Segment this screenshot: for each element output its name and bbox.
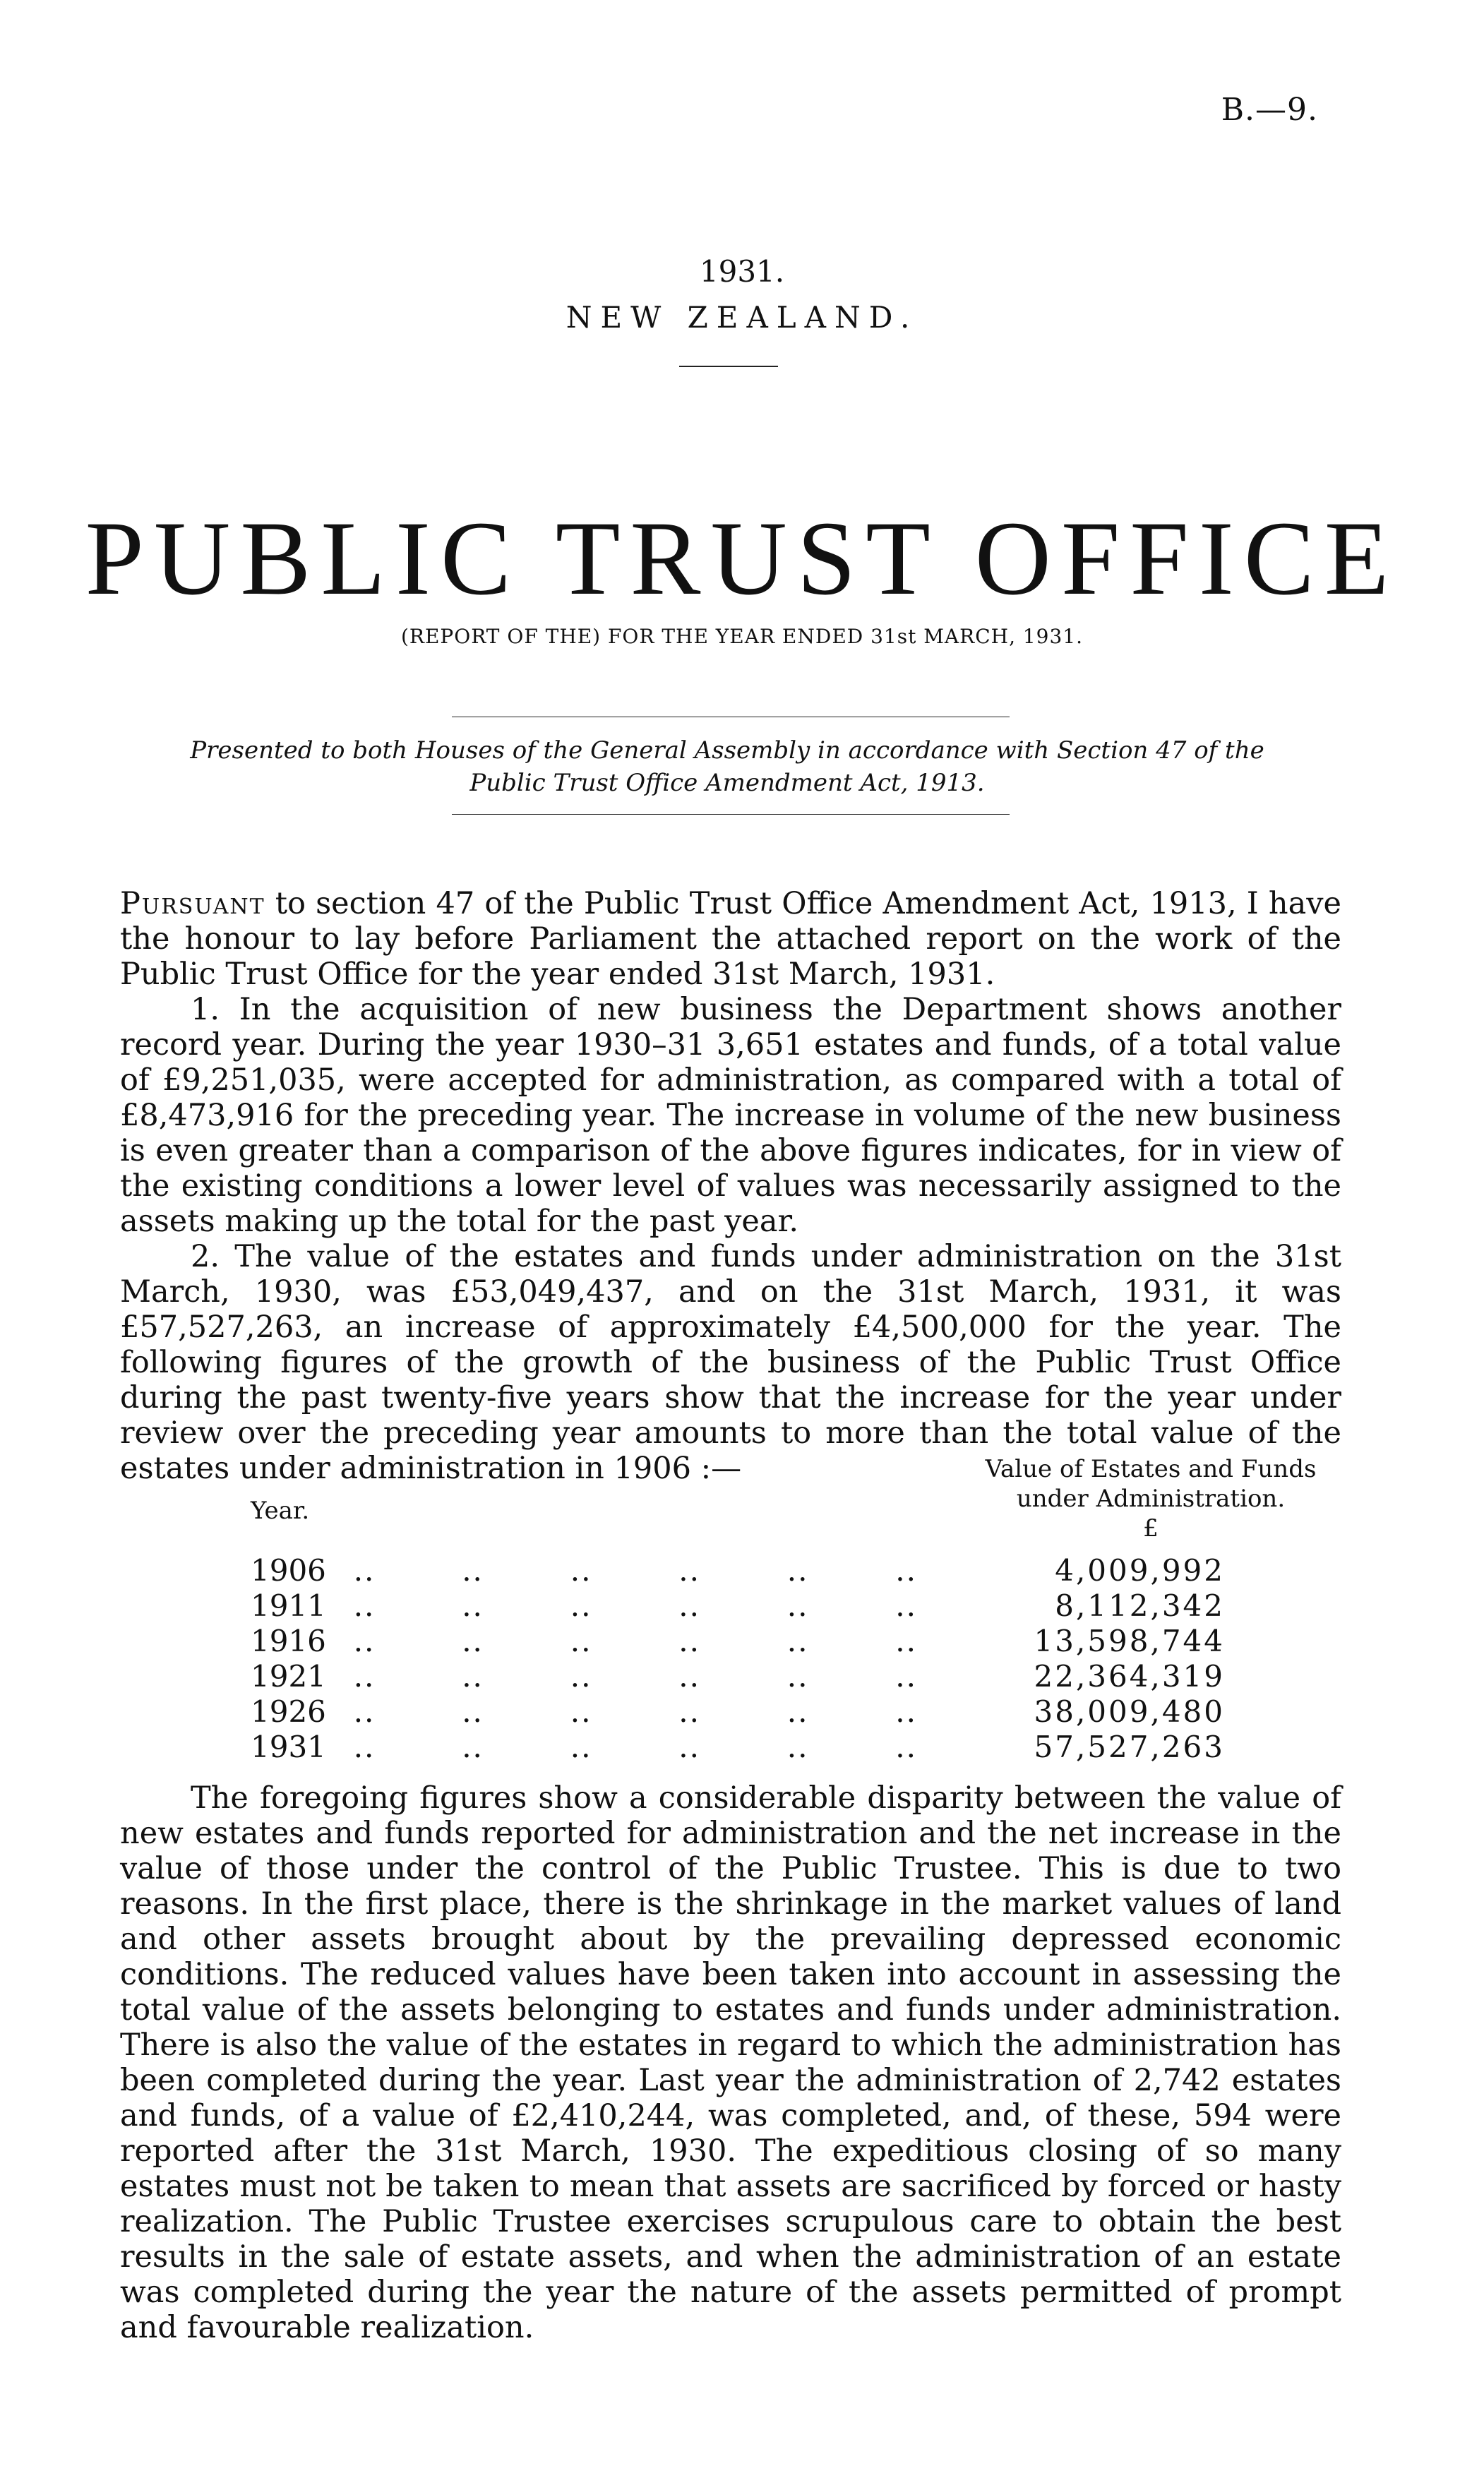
report-body-bottom <box>120 1780 1341 2345</box>
table-row <box>251 1659 1225 1694</box>
intro-text: to section 47 of the Public Trust Office Amendment Act, 1913, I have the honour to lay before Parliament the attached report on the work of the Public Trust Office for the year ended 31st March, 1931. <box>120 886 1341 992</box>
table-row <box>251 1694 1225 1730</box>
row-value: 57,527,263 <box>1034 1730 1225 1764</box>
country-heading: NEW ZEALAND. <box>566 300 918 335</box>
leader-dots: .. .. .. .. .. .. <box>332 1624 917 1658</box>
value-header-line-1: Value of Estates and Funds <box>985 1455 1317 1483</box>
page-title: PUBLIC TRUST OFFICE <box>85 500 1399 617</box>
report-body-top <box>120 886 1341 1486</box>
table-row <box>251 1588 1225 1624</box>
table-row <box>251 1553 1225 1588</box>
intro-lead-word: Pursuant <box>120 886 265 921</box>
leader-dots: .. .. .. .. .. .. <box>332 1553 917 1588</box>
row-year: 1911 <box>251 1588 326 1623</box>
row-value: 4,009,992 <box>1055 1553 1225 1588</box>
value-header-line-2: under Administration. <box>1016 1485 1286 1513</box>
row-year: 1926 <box>251 1694 326 1729</box>
table-row <box>251 1624 1225 1659</box>
leader-dots: .. .. .. .. .. .. <box>332 1588 917 1623</box>
row-year: 1931 <box>251 1730 326 1764</box>
row-value: 22,364,319 <box>1034 1659 1225 1694</box>
row-year: 1921 <box>251 1659 326 1694</box>
table-year-header: Year. <box>251 1497 310 1525</box>
paragraph-1: 1. In the acquisition of new business the Department shows another record year. During the year 1930–31 3,651 estates and funds, of a total value of £9,251,035, were accepted for administration, as compared with a total of £8,473,916 for the preceding year. The increase in volume of the new business is even greater than a comparison of the above figures indicates, for in view of the existing conditions a lower level of values was necessarily assigned to the assets making up the total for the past year. <box>120 992 1341 1239</box>
row-value: 13,598,744 <box>1034 1624 1225 1658</box>
document-year: 1931. <box>699 254 785 289</box>
table-value-header <box>953 1454 1348 1543</box>
table-row <box>251 1730 1225 1765</box>
value-unit: £ <box>1143 1514 1159 1543</box>
document-reference: B.—9. <box>1221 92 1318 128</box>
row-value: 38,009,480 <box>1034 1694 1225 1729</box>
divider-bottom <box>452 814 1010 815</box>
leader-dots: .. .. .. .. .. .. <box>332 1730 917 1764</box>
leader-dots: .. .. .. .. .. .. <box>332 1659 917 1694</box>
leader-dots: .. .. .. .. .. .. <box>332 1694 917 1729</box>
divider-short <box>679 366 778 367</box>
paragraph-3: The foregoing figures show a considerable disparity between the value of new estates and funds reported for administration and the net increase in the value of those under the control of the Public Trustee. This is due to two reasons. In the first place, there is the shrinkage in the market values of land and other assets brought about by the prevailing depressed economic conditions. The reduced values have been taken into account in assessing the total value of the assets belonging to estates and funds under administration. There is also the value of the estates in regard to which the administration has been completed during the year. Last year the administration of 2,742 estates and funds, of a value of £2,410,244, was completed, and, of these, 594 were reported after the 31st March, 1930. The expeditious closing of so many estates must not be taken to mean that assets are sacrificed by forced or hasty realization. The Public Trustee exercises scrupulous care to obtain the best results in the sale of estate assets, and when the administration of an estate was completed during the year the nature of the assets permitted of prompt and favourable realization. <box>120 1780 1341 2345</box>
intro-paragraph <box>120 886 1341 992</box>
presented-note: Presented to both Houses of the General Assembly in accordance with Section 47 of the Public Trust Office Amendment Act, 1913. <box>190 736 1264 797</box>
row-year: 1916 <box>251 1624 326 1658</box>
paragraph-2: 2. The value of the estates and funds under administration on the 31st March, 1930, was £53,049,437, and on the 31st March, 1931, it was £57,527,263, an increase of approximately £4,500,000 for the year. The following figures of the growth of the business of the Public Trust Office during the past twenty-five years show that the increase for the year under review over the preceding year amounts to more than the total value of the estates under administration in 1906 :— <box>120 1239 1341 1486</box>
row-year: 1906 <box>251 1553 326 1588</box>
row-value: 8,112,342 <box>1055 1588 1225 1623</box>
page-subtitle: (REPORT OF THE) FOR THE YEAR ENDED 31st MARCH, 1931. <box>400 625 1084 648</box>
